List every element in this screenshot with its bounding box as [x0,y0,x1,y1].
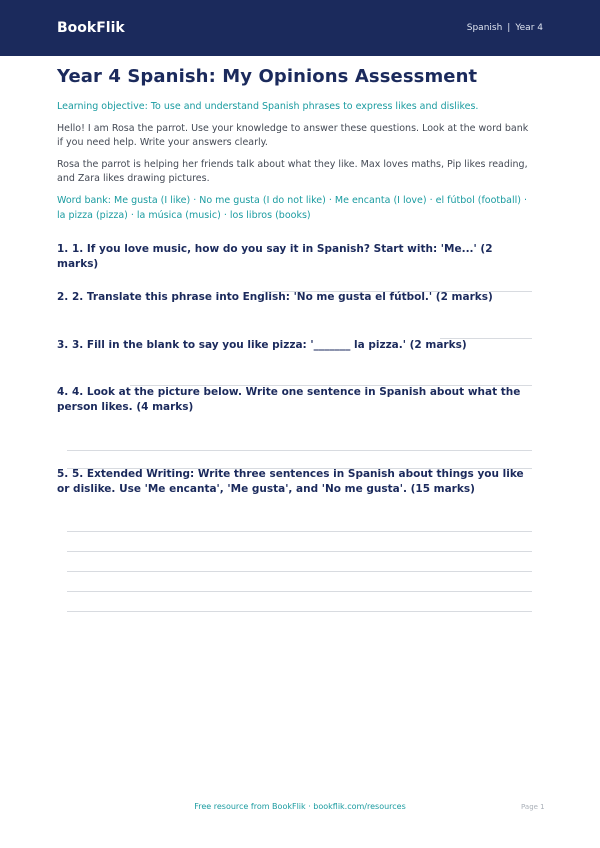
learning-objective: Learning objective: To use and understand Spanish phrases to express likes and dislikes. [57,101,479,112]
question-5: 5. 5. Extended Writing: Write three sentences in Spanish about things you like or dislike. Use 'Me encanta', 'Me gusta', and 'No me gusta'. (15 marks) [57,468,524,495]
subject-separator: | [507,23,511,33]
answer-line-q5-2[interactable] [67,551,532,552]
question-3: 3. 3. Fill in the blank to say you like pizza: '_______ la pizza.' (2 marks) [57,339,467,351]
context-text: Rosa the parrot is helping her friends talk about what they like. Max loves maths, Pip likes reading, and Zara likes drawing pictures. [57,159,528,184]
question-4: 4. 4. Look at the picture below. Write one sentence in Spanish about what the person likes. (4 marks) [57,386,521,413]
subject-label [467,23,543,33]
answer-line-q5-1[interactable] [67,531,532,532]
question-2: 2. 2. Translate this phrase into English: 'No me gusta el fútbol.' (2 marks) [57,291,493,303]
subject-name: Spanish [466,23,503,33]
page-title: Year 4 Spanish: My Opinions Assessment [57,66,478,87]
answer-line-q5-4[interactable] [67,591,532,592]
brand-logo[interactable]: BookFlik [57,20,125,36]
year-label: Year 4 [515,23,543,33]
answer-line-q5-3[interactable] [67,571,532,572]
answer-line-q5-5[interactable] [67,611,532,612]
header-bar [0,0,600,56]
question-1: 1. 1. If you love music, how do you say it in Spanish? Start with: 'Me...' (2 marks) [57,243,493,270]
intro-section [57,64,533,223]
intro-text: Hello! I am Rosa the parrot. Use your knowledge to answer these questions. Look at the word bank if you need help. Write your answers clearly. [57,123,529,148]
page-number: Page 1 [521,803,545,811]
answer-line-q4[interactable] [67,450,532,451]
word-bank: Word bank: Me gusta (I like) · No me gusta (I do not like) · Me encanta (I love) · el fútbol (football) · la pizza (pizza) · la música (music) · los libros (books) [57,195,528,221]
footer-link[interactable]: Free resource from BookFlik · bookflik.com/resources [194,802,406,811]
